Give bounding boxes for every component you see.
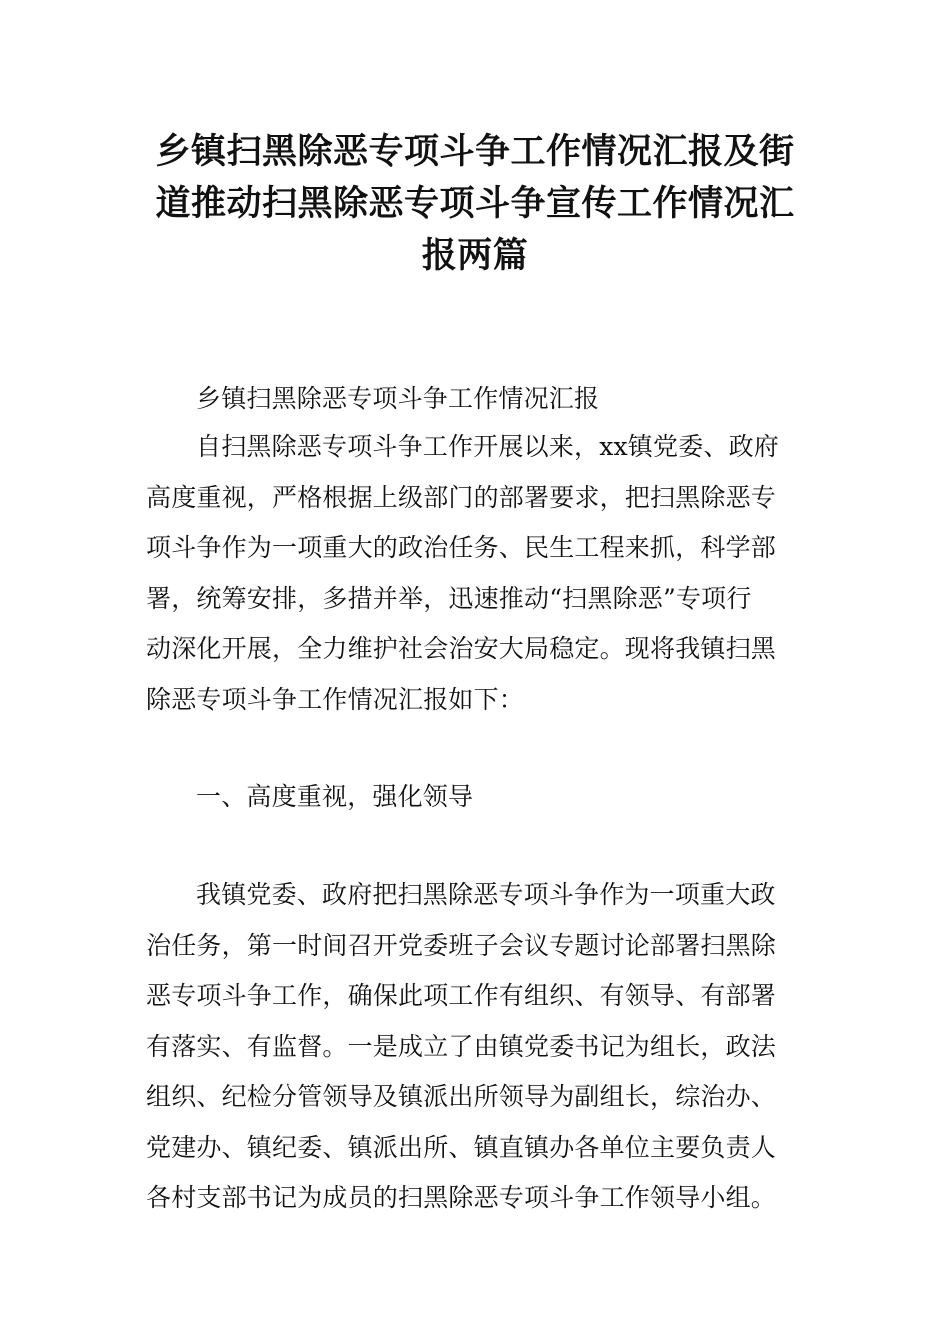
paragraph-line: 项斗争作为一项重大的政治任务、民生工程来抓，科学部: [146, 533, 777, 562]
paragraph-line: 除恶专项斗争工作情况汇报如下：: [146, 684, 525, 714]
paragraph-line: 党建办、镇纪委、镇派出所、镇直镇办各单位主要负责人: [146, 1132, 777, 1162]
section-heading: [146, 772, 808, 823]
document-title: [140, 126, 810, 282]
paragraph-line: 高度重视，严格根据上级部门的部署要求，把扫黑除恶专: [146, 482, 777, 512]
paragraph-line: 自扫黑除恶专项斗争工作开展以来，xx镇党委、政府: [196, 432, 780, 461]
subtitle-text: 乡镇扫黑除恶专项斗争工作情况汇报: [196, 384, 600, 413]
paragraph-line: 组织、纪检分管领导及镇派出所领导为副组长，综治办、: [146, 1082, 777, 1111]
paragraph-line: 署，统筹安排，多措并举，迅速推动“扫黑除恶”专项行: [146, 583, 752, 613]
paragraph-line: 治任务，第一时间召开党委班子会议专题讨论部署扫黑除: [146, 930, 777, 960]
title-line: 乡镇扫黑除恶专项斗争工作情况汇报及街: [155, 132, 795, 172]
section-one-paragraph: [146, 870, 808, 1224]
title-line: 报两篇: [421, 236, 529, 276]
paragraph-line: 我镇党委、政府把扫黑除恶专项斗争作为一项重大政: [196, 880, 776, 909]
paragraph-line: 有落实、有监督。一是成立了由镇党委书记为组长，政法: [146, 1031, 777, 1061]
title-line: 道推动扫黑除恶专项斗争宣传工作情况汇: [155, 184, 795, 224]
paragraph-line: 各村支部书记为成员的扫黑除恶专项斗争工作领导小组。: [146, 1183, 777, 1212]
paragraph-line: 恶专项斗争工作，确保此项工作有组织、有领导、有部署: [146, 981, 777, 1010]
report-subtitle: [146, 374, 808, 425]
paragraph-line: 动深化开展，全力维护社会治安大局稳定。现将我镇扫黑: [146, 634, 777, 663]
section-heading-text: 一、高度重视，强化领导: [196, 782, 474, 811]
intro-paragraph: [146, 422, 808, 725]
